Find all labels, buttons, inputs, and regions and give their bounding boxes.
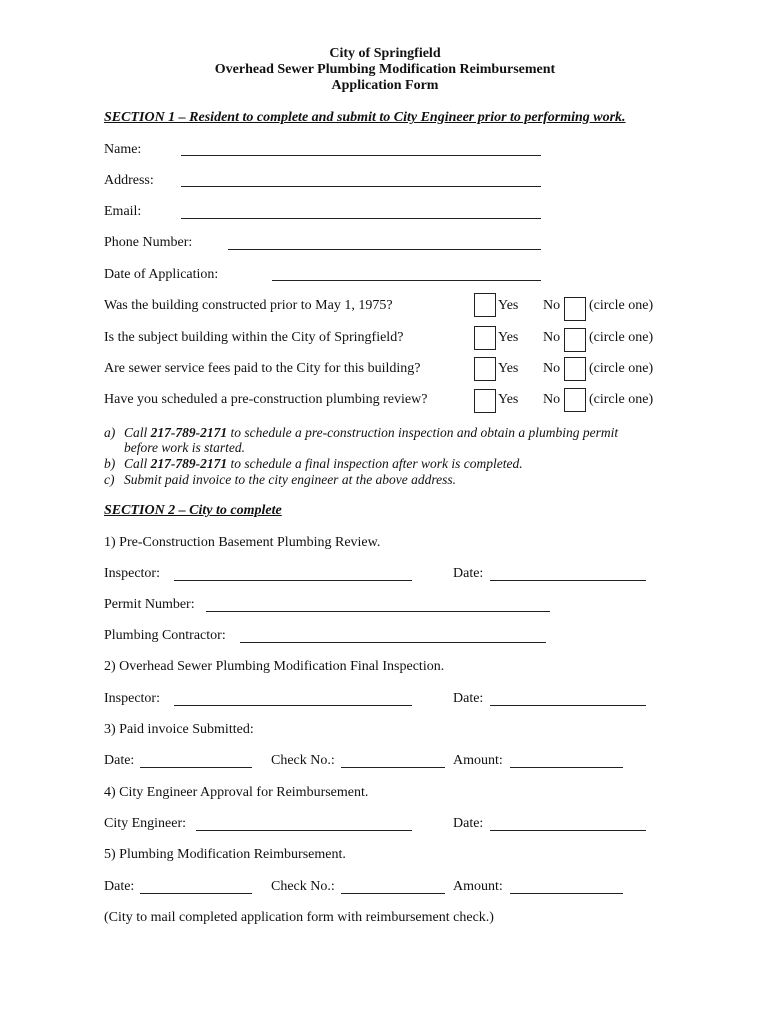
question-2-no-checkbox[interactable] bbox=[564, 328, 586, 352]
footer-note: (City to mail completed application form with reimbursement check.) bbox=[104, 910, 494, 925]
item1-heading: 1) Pre-Construction Basement Plumbing Review. bbox=[104, 535, 381, 550]
question-2-yes-checkbox[interactable] bbox=[474, 326, 496, 350]
question-2-text: Is the subject building within the City of Springfield? bbox=[104, 330, 404, 345]
question-4-no-label: No bbox=[543, 392, 561, 407]
question-3-no-checkbox[interactable] bbox=[564, 357, 586, 381]
header-title: Overhead Sewer Plumbing Modification Reimbursement bbox=[214, 62, 556, 77]
note-a-pre: Call bbox=[124, 425, 151, 440]
email-label: Email: bbox=[104, 204, 142, 219]
address-label: Address: bbox=[104, 173, 154, 188]
item5-amount-field[interactable] bbox=[510, 893, 623, 894]
question-3-hint: (circle one) bbox=[589, 361, 654, 376]
item5-check-field[interactable] bbox=[341, 893, 445, 894]
date-of-application-label: Date of Application: bbox=[104, 267, 219, 282]
section1-title: SECTION 1 – Resident to complete and submit to City Engineer prior to performing work. bbox=[104, 110, 626, 125]
item4-engineer-label: City Engineer: bbox=[104, 816, 187, 831]
note-b-marker: b) bbox=[104, 456, 116, 471]
item5-heading: 5) Plumbing Modification Reimbursement. bbox=[104, 847, 346, 862]
item2-date-label: Date: bbox=[453, 691, 484, 706]
item4-date-field[interactable] bbox=[490, 830, 646, 831]
question-1-hint: (circle one) bbox=[589, 298, 654, 313]
question-1-no-checkbox[interactable] bbox=[564, 297, 586, 321]
phone-label: Phone Number: bbox=[104, 235, 193, 250]
item3-date-field[interactable] bbox=[140, 767, 252, 768]
question-4-yes-checkbox[interactable] bbox=[474, 389, 496, 413]
note-a-phone: 217-789-2171 bbox=[150, 425, 228, 440]
item3-check-label: Check No.: bbox=[271, 753, 335, 768]
question-2-yes-label: Yes bbox=[498, 330, 519, 345]
question-1-yes-checkbox[interactable] bbox=[474, 293, 496, 317]
header-city: City of Springfield bbox=[329, 46, 441, 61]
note-c: Submit paid invoice to the city engineer at the above address. bbox=[124, 472, 457, 487]
item5-check-label: Check No.: bbox=[271, 879, 335, 894]
note-b-pre: Call bbox=[124, 456, 151, 471]
date-of-application-field[interactable] bbox=[272, 280, 541, 281]
note-b-phone: 217-789-2171 bbox=[150, 456, 228, 471]
item3-amount-label: Amount: bbox=[453, 753, 503, 768]
item1-inspector-field[interactable] bbox=[174, 580, 412, 581]
item3-heading: 3) Paid invoice Submitted: bbox=[104, 722, 254, 737]
question-4-hint: (circle one) bbox=[589, 392, 654, 407]
item5-amount-label: Amount: bbox=[453, 879, 503, 894]
email-field[interactable] bbox=[181, 218, 541, 219]
item1-permit-label: Permit Number: bbox=[104, 597, 195, 612]
question-3-yes-label: Yes bbox=[498, 361, 519, 376]
item2-date-field[interactable] bbox=[490, 705, 646, 706]
note-b-post: to schedule a final inspection after work is completed. bbox=[227, 456, 523, 471]
phone-field[interactable] bbox=[228, 249, 541, 250]
address-field[interactable] bbox=[181, 186, 541, 187]
question-3-no-label: No bbox=[543, 361, 561, 376]
item1-date-field[interactable] bbox=[490, 580, 646, 581]
question-4-yes-label: Yes bbox=[498, 392, 519, 407]
item2-heading: 2) Overhead Sewer Plumbing Modification Final Inspection. bbox=[104, 659, 445, 674]
note-c-marker: c) bbox=[104, 472, 115, 487]
question-4-text: Have you scheduled a pre-construction plumbing review? bbox=[104, 392, 428, 407]
name-label: Name: bbox=[104, 142, 142, 157]
item1-contractor-field[interactable] bbox=[240, 642, 546, 643]
question-3-yes-checkbox[interactable] bbox=[474, 357, 496, 381]
header-subtitle: Application Form bbox=[331, 78, 439, 93]
question-1-text: Was the building constructed prior to May 1, 1975? bbox=[104, 298, 393, 313]
note-a bbox=[124, 425, 618, 441]
note-a-post: to schedule a pre-construction inspection and obtain a plumbing permit bbox=[227, 425, 619, 440]
note-b bbox=[124, 456, 523, 472]
item2-inspector-label: Inspector: bbox=[104, 691, 160, 706]
note-a-continued: before work is started. bbox=[124, 440, 245, 455]
item4-heading: 4) City Engineer Approval for Reimbursement. bbox=[104, 785, 369, 800]
item5-date-label: Date: bbox=[104, 879, 135, 894]
item1-date-label: Date: bbox=[453, 566, 484, 581]
question-1-no-label: No bbox=[543, 298, 561, 313]
item1-contractor-label: Plumbing Contractor: bbox=[104, 628, 226, 643]
name-field[interactable] bbox=[181, 155, 541, 156]
section2-title: SECTION 2 – City to complete bbox=[104, 503, 282, 518]
item3-date-label: Date: bbox=[104, 753, 135, 768]
item3-check-field[interactable] bbox=[341, 767, 445, 768]
item1-permit-field[interactable] bbox=[206, 611, 550, 612]
question-2-no-label: No bbox=[543, 330, 561, 345]
question-4-no-checkbox[interactable] bbox=[564, 388, 586, 412]
question-1-yes-label: Yes bbox=[498, 298, 519, 313]
note-a-marker: a) bbox=[104, 425, 116, 440]
item1-inspector-label: Inspector: bbox=[104, 566, 160, 581]
question-2-hint: (circle one) bbox=[589, 330, 654, 345]
item3-amount-field[interactable] bbox=[510, 767, 623, 768]
item4-engineer-field[interactable] bbox=[196, 830, 412, 831]
item4-date-label: Date: bbox=[453, 816, 484, 831]
item2-inspector-field[interactable] bbox=[174, 705, 412, 706]
question-3-text: Are sewer service fees paid to the City for this building? bbox=[104, 361, 421, 376]
item5-date-field[interactable] bbox=[140, 893, 252, 894]
